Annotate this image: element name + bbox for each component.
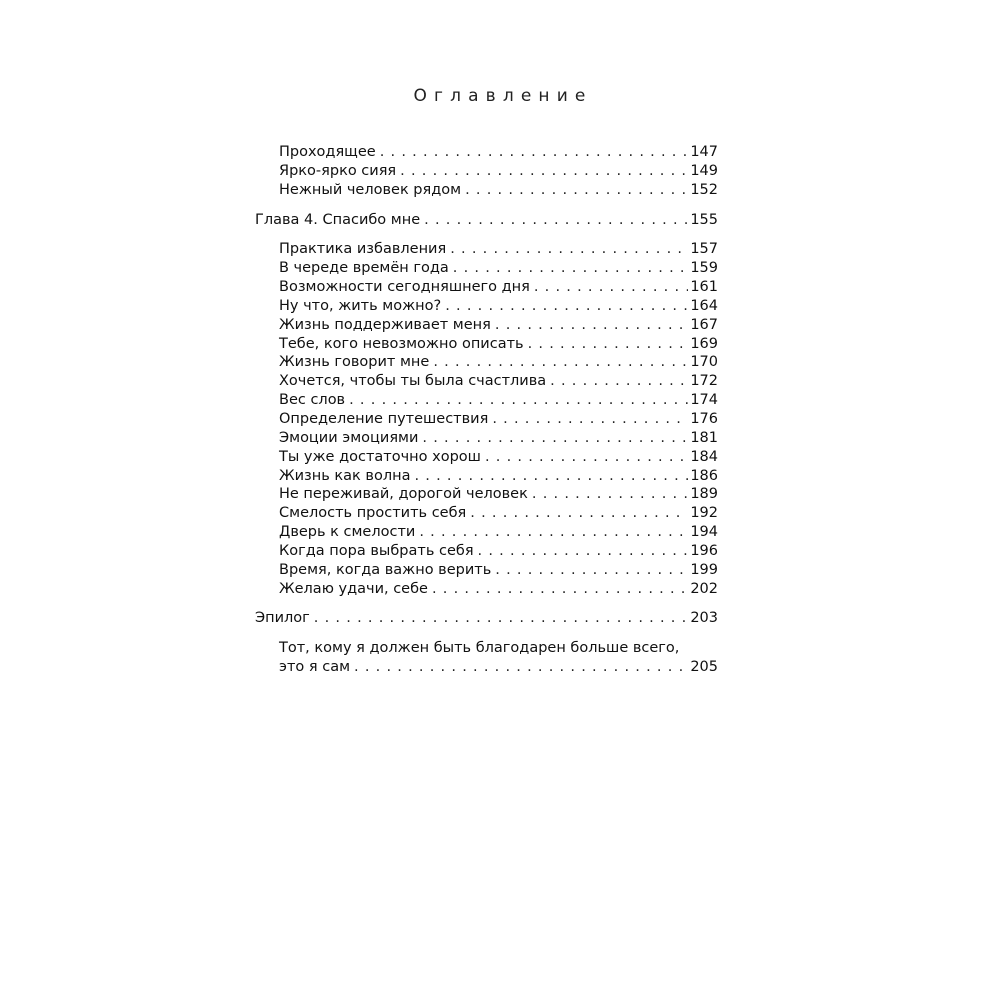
toc-entry-title: Нежный человек рядом	[279, 181, 462, 198]
toc-entry[interactable]	[255, 391, 718, 410]
section-gap	[255, 200, 718, 211]
toc-section-group	[255, 240, 718, 598]
toc-entry-title: Жизнь как волна	[279, 467, 411, 484]
toc-entry-title: Практика избавления	[279, 241, 447, 258]
toc-entry[interactable]	[255, 542, 718, 561]
toc-entry[interactable]	[255, 523, 718, 542]
toc-entry[interactable]	[255, 335, 718, 354]
toc-entry-first-line[interactable]	[255, 639, 718, 658]
toc-entry[interactable]	[255, 504, 718, 523]
toc-page-number: 184	[690, 448, 718, 465]
toc-page-number: 161	[690, 279, 718, 296]
toc-chapter-entry[interactable]	[255, 211, 718, 230]
toc-entry[interactable]	[255, 297, 718, 316]
dot-leader	[380, 143, 689, 162]
toc-entry[interactable]	[255, 181, 718, 200]
toc-chapter-group	[255, 609, 718, 628]
toc-entry-title: Проходящее	[279, 144, 376, 160]
page-title: Оглавление	[413, 86, 593, 106]
dot-leader	[528, 335, 689, 354]
toc-page-number: 194	[690, 524, 718, 541]
toc-entry-title: Ярко-ярко сияя	[279, 162, 397, 179]
toc-entry-title: Время, когда важно верить	[279, 561, 492, 578]
toc-entry[interactable]	[255, 259, 718, 278]
toc-entry-title: Вес слов	[279, 392, 346, 409]
toc-entry[interactable]	[255, 561, 718, 580]
toc-entry-title: Ну что, жить можно?	[279, 297, 442, 314]
toc-entry-title: Дверь к смелости	[279, 524, 416, 541]
toc-page-number: 186	[690, 467, 718, 484]
toc-page-number: 199	[690, 561, 718, 578]
toc-entry[interactable]	[255, 353, 718, 372]
toc-entry-title: Эмоции эмоциями	[279, 429, 419, 446]
toc-page-number: 164	[690, 297, 718, 314]
dot-leader	[445, 297, 688, 316]
dot-leader	[433, 353, 688, 372]
dot-leader	[495, 561, 688, 580]
dot-leader	[432, 580, 688, 599]
dot-leader	[400, 162, 688, 181]
toc-page-number: 149	[690, 162, 718, 179]
toc-entry-title: Тебе, кого невозможно описать	[279, 335, 524, 352]
toc-entry-title: Глава 4. Спасибо мне	[255, 211, 421, 228]
dot-leader	[470, 504, 688, 523]
toc-page-number: 196	[690, 542, 718, 559]
toc-entry[interactable]	[255, 485, 718, 504]
toc-entry-title: Жизнь говорит мне	[279, 354, 430, 371]
toc-page-number: 155	[690, 211, 718, 228]
dot-leader	[478, 542, 689, 561]
toc-entry[interactable]	[255, 467, 718, 486]
dot-leader	[534, 278, 689, 297]
toc-entry-title: Желаю удачи, себе	[279, 580, 428, 597]
dot-leader	[465, 181, 688, 200]
dot-leader	[492, 410, 688, 429]
dot-leader	[453, 259, 689, 278]
toc-entry[interactable]	[255, 410, 718, 429]
toc-page-number: 181	[690, 429, 718, 446]
toc-page-number: 202	[690, 580, 718, 597]
toc-entry-title: Ты уже достаточно хорош	[279, 448, 481, 465]
dot-leader	[414, 467, 688, 486]
toc-entry-title: Возможности сегодняшнего дня	[279, 279, 530, 296]
toc-entry-title: Смелость простить себя	[279, 505, 467, 522]
toc-page-number: 205	[690, 659, 718, 676]
toc-page-number: 152	[690, 181, 718, 198]
toc-entry[interactable]	[255, 372, 718, 391]
toc-section-group	[255, 639, 718, 677]
toc-entry[interactable]	[255, 240, 718, 259]
dot-leader	[354, 658, 688, 677]
toc-page-number: 176	[690, 410, 718, 427]
dot-leader	[349, 391, 688, 410]
dot-leader	[485, 448, 688, 467]
toc-entry-title: Определение путешествия	[279, 410, 489, 427]
dot-leader	[532, 485, 688, 504]
dot-leader	[314, 609, 689, 628]
toc-entry[interactable]	[255, 278, 718, 297]
toc-entry[interactable]	[255, 580, 718, 599]
toc-entry-title: Когда пора выбрать себя	[279, 542, 474, 559]
dot-leader	[419, 523, 688, 542]
toc-entry[interactable]	[255, 429, 718, 448]
toc-chapter-entry[interactable]	[255, 609, 718, 628]
section-gap	[255, 598, 718, 609]
toc-page-number: 147	[690, 144, 718, 160]
toc-entry[interactable]	[255, 448, 718, 467]
toc-entry[interactable]	[255, 658, 718, 677]
toc-entry-title: Тот, кому я должен быть благодарен больше всего,	[279, 640, 680, 657]
toc-section-group	[255, 143, 718, 200]
dot-leader	[550, 372, 688, 391]
toc-page-number: 159	[690, 260, 718, 277]
section-gap	[255, 229, 718, 240]
toc-entry-title: Хочется, чтобы ты была счастлива	[279, 373, 547, 390]
toc-entry[interactable]	[255, 316, 718, 335]
toc-entry-title: В череде времён года	[279, 260, 449, 277]
toc-page-number: 172	[690, 373, 718, 390]
toc-page-number: 174	[690, 392, 718, 409]
toc-entry-title: Эпилог	[255, 610, 310, 627]
dot-leader	[424, 211, 688, 230]
toc-chapter-group	[255, 211, 718, 230]
toc-page-number: 167	[690, 316, 718, 333]
dot-leader	[422, 429, 688, 448]
toc-entry-title: Жизнь поддерживает меня	[279, 316, 491, 333]
toc-page-number: 189	[690, 486, 718, 503]
table-of-contents	[255, 143, 718, 677]
toc-entry[interactable]	[255, 143, 718, 162]
toc-page-number: 203	[690, 610, 718, 627]
toc-page-number: 192	[690, 505, 718, 522]
dot-leader	[450, 240, 688, 259]
toc-entry[interactable]	[255, 162, 718, 181]
toc-page-number: 157	[690, 241, 718, 258]
toc-entry-title: это я сам	[279, 659, 351, 676]
toc-page-number: 170	[690, 354, 718, 371]
section-gap	[255, 628, 718, 639]
toc-entry-title: Не переживай, дорогой человек	[279, 486, 528, 503]
toc-page-number: 169	[690, 335, 718, 352]
dot-leader	[495, 316, 688, 335]
